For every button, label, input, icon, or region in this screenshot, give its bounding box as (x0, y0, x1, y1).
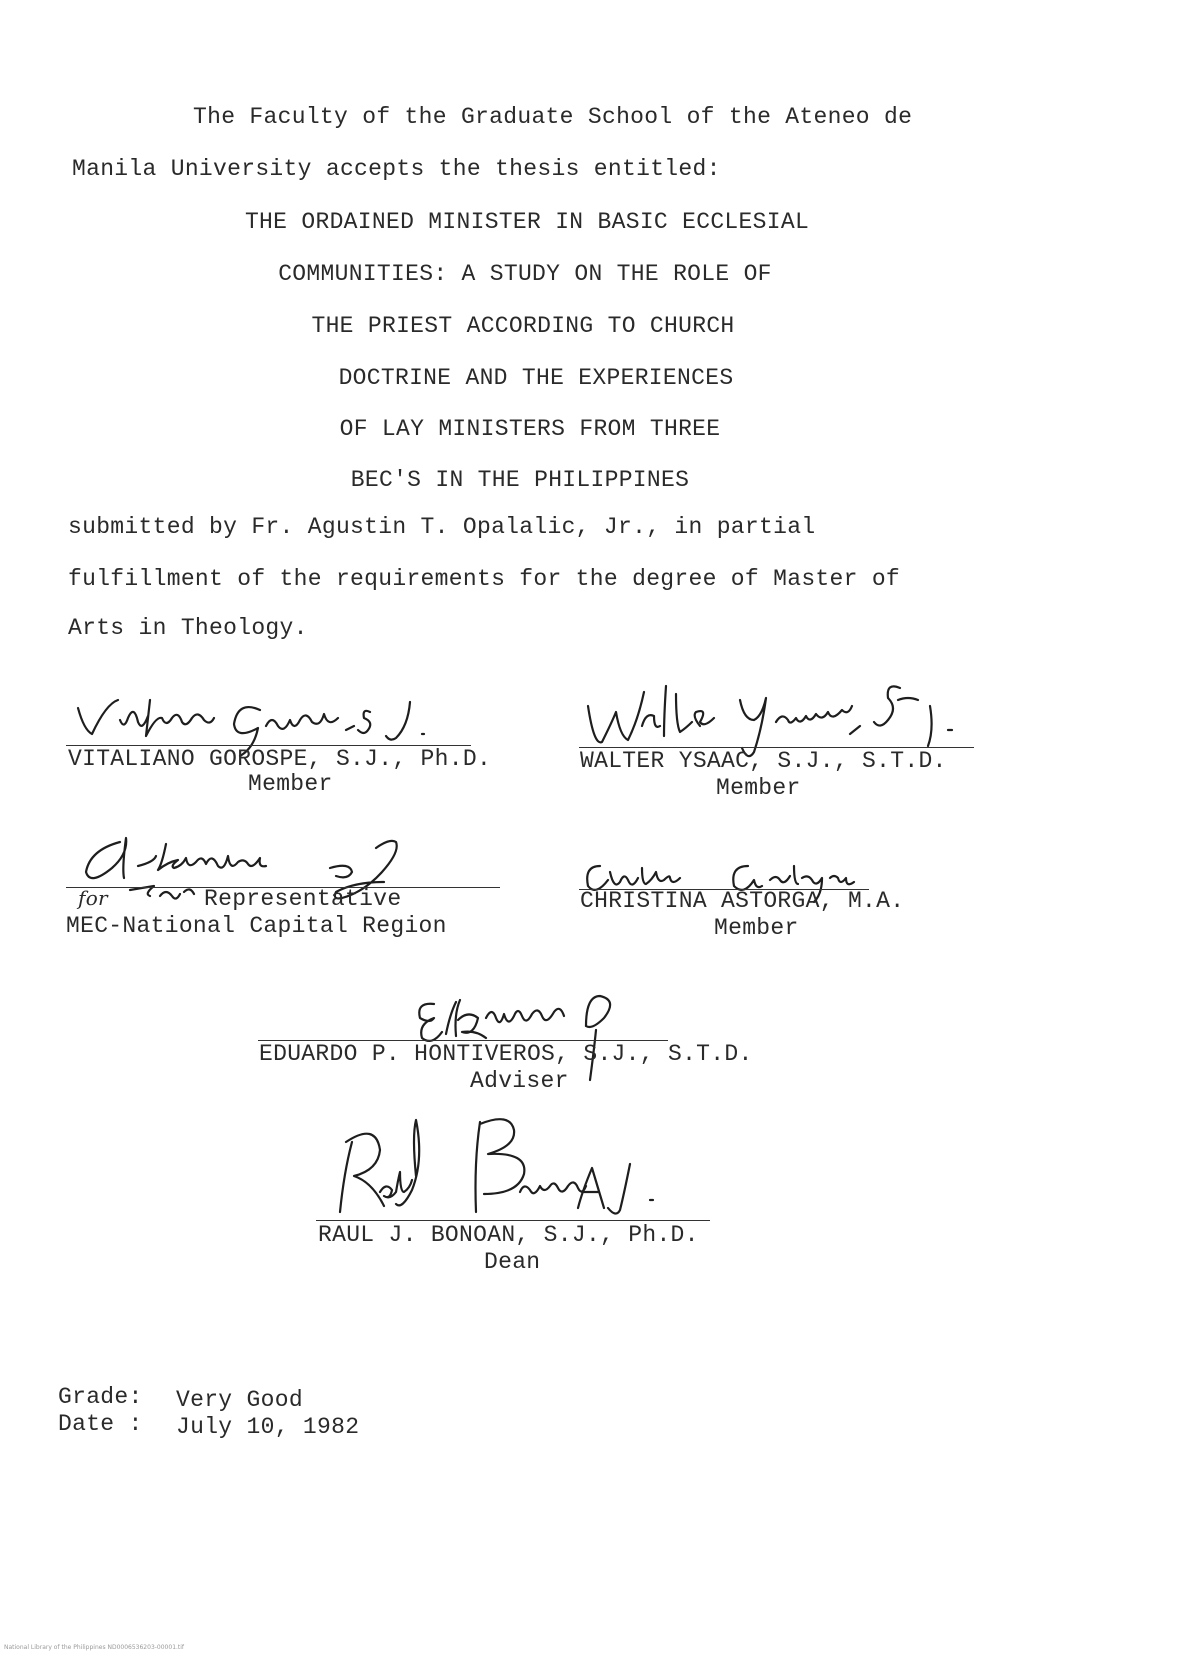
ysaac-role: Member (716, 775, 801, 801)
scan-footer: National Library of the Philippines ND0006536203-00001.tif (4, 1644, 185, 1651)
gorospe-name: VITALIANO GOROSPE, S.J., Ph.D. (68, 746, 492, 772)
submission-line-1: submitted by Fr. Agustin T. Opalalic, Jr., in partial (68, 514, 816, 540)
ysaac-signature (580, 676, 970, 756)
hontiveros-name: EDUARDO P. HONTIVEROS, S.J., S.T.D. (259, 1041, 753, 1067)
thesis-title-line-6: BEC'S IN THE PHILIPPINES (350, 467, 690, 493)
representative-org: MEC-National Capital Region (66, 913, 447, 939)
astorga-role: Member (714, 915, 799, 941)
intro-line-1: The Faculty of the Graduate School of the Ateneo de (193, 104, 913, 130)
date-value: July 10, 1982 (176, 1414, 360, 1440)
gorospe-signature (70, 690, 450, 750)
thesis-title-line-4: DOCTRINE AND THE EXPERIENCES (338, 365, 734, 391)
bonoan-role: Dean (484, 1249, 541, 1275)
thesis-title-line-2: COMMUNITIES: A STUDY ON THE ROLE OF (278, 261, 772, 287)
grade-value: Very Good (176, 1387, 303, 1413)
grade-label: Grade: (58, 1384, 143, 1410)
hontiveros-role: Adviser (470, 1068, 569, 1094)
submission-line-2: fulfillment of the requirements for the degree of Master of (68, 566, 901, 592)
thesis-title-line-3: THE PRIEST ACCORDING TO CHURCH (311, 313, 735, 339)
representative-for-text: for (78, 886, 108, 910)
thesis-title-line-5: OF LAY MINISTERS FROM THREE (339, 416, 721, 442)
representative-role: Representative (204, 886, 402, 912)
submission-line-3: Arts in Theology. (68, 615, 308, 641)
astorga-name: CHRISTINA ASTORGA, M.A. (580, 888, 905, 914)
thesis-title-line-1: THE ORDAINED MINISTER IN BASIC ECCLESIAL (244, 209, 810, 235)
gorospe-role: Member (248, 771, 333, 797)
ysaac-name: WALTER YSAAC, S.J., S.T.D. (580, 748, 947, 774)
intro-line-2: Manila University accepts the thesis entitled: (72, 156, 721, 182)
bonoan-name: RAUL J. BONOAN, S.J., Ph.D. (318, 1222, 699, 1248)
date-label: Date : (58, 1411, 143, 1437)
bonoan-signature (330, 1112, 690, 1222)
bonoan-signature-line (316, 1220, 710, 1221)
